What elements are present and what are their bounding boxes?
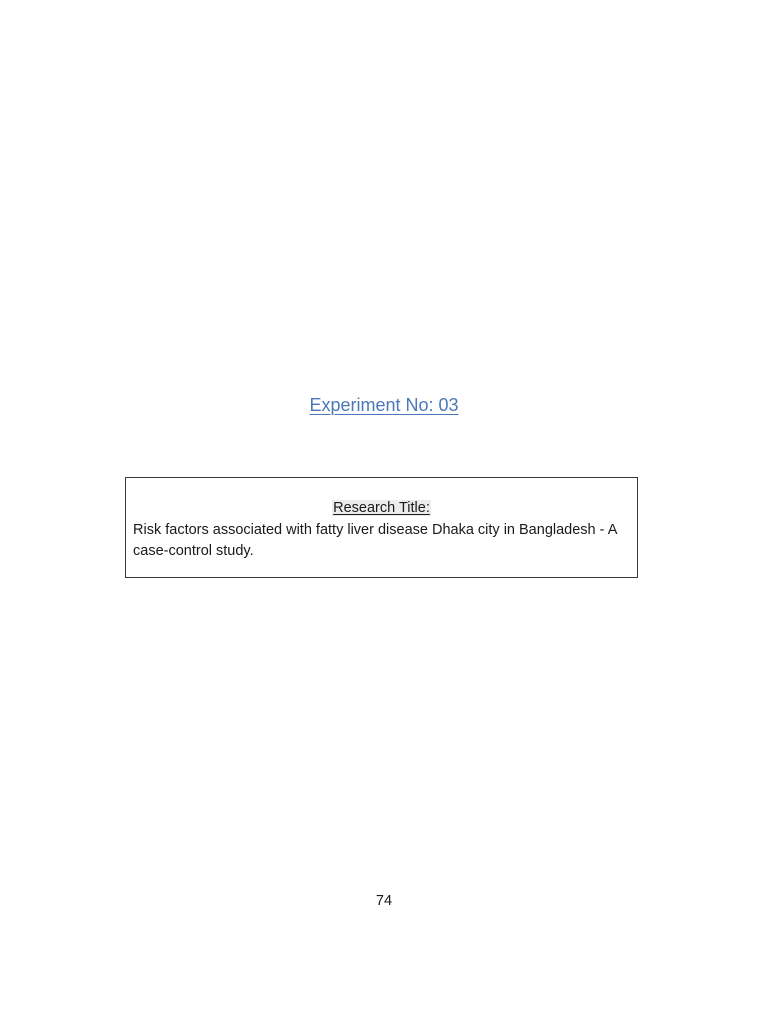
research-title-label-wrapper	[126, 498, 637, 518]
research-title-label: Research Title:	[333, 500, 430, 516]
experiment-heading: Experiment No: 03	[309, 395, 459, 415]
research-title-text: Risk factors associated with fatty liver disease Dhaka city in Bangladesh - A case-control study.	[133, 522, 617, 559]
research-title-box	[125, 477, 638, 578]
page-number: 74	[375, 893, 393, 909]
